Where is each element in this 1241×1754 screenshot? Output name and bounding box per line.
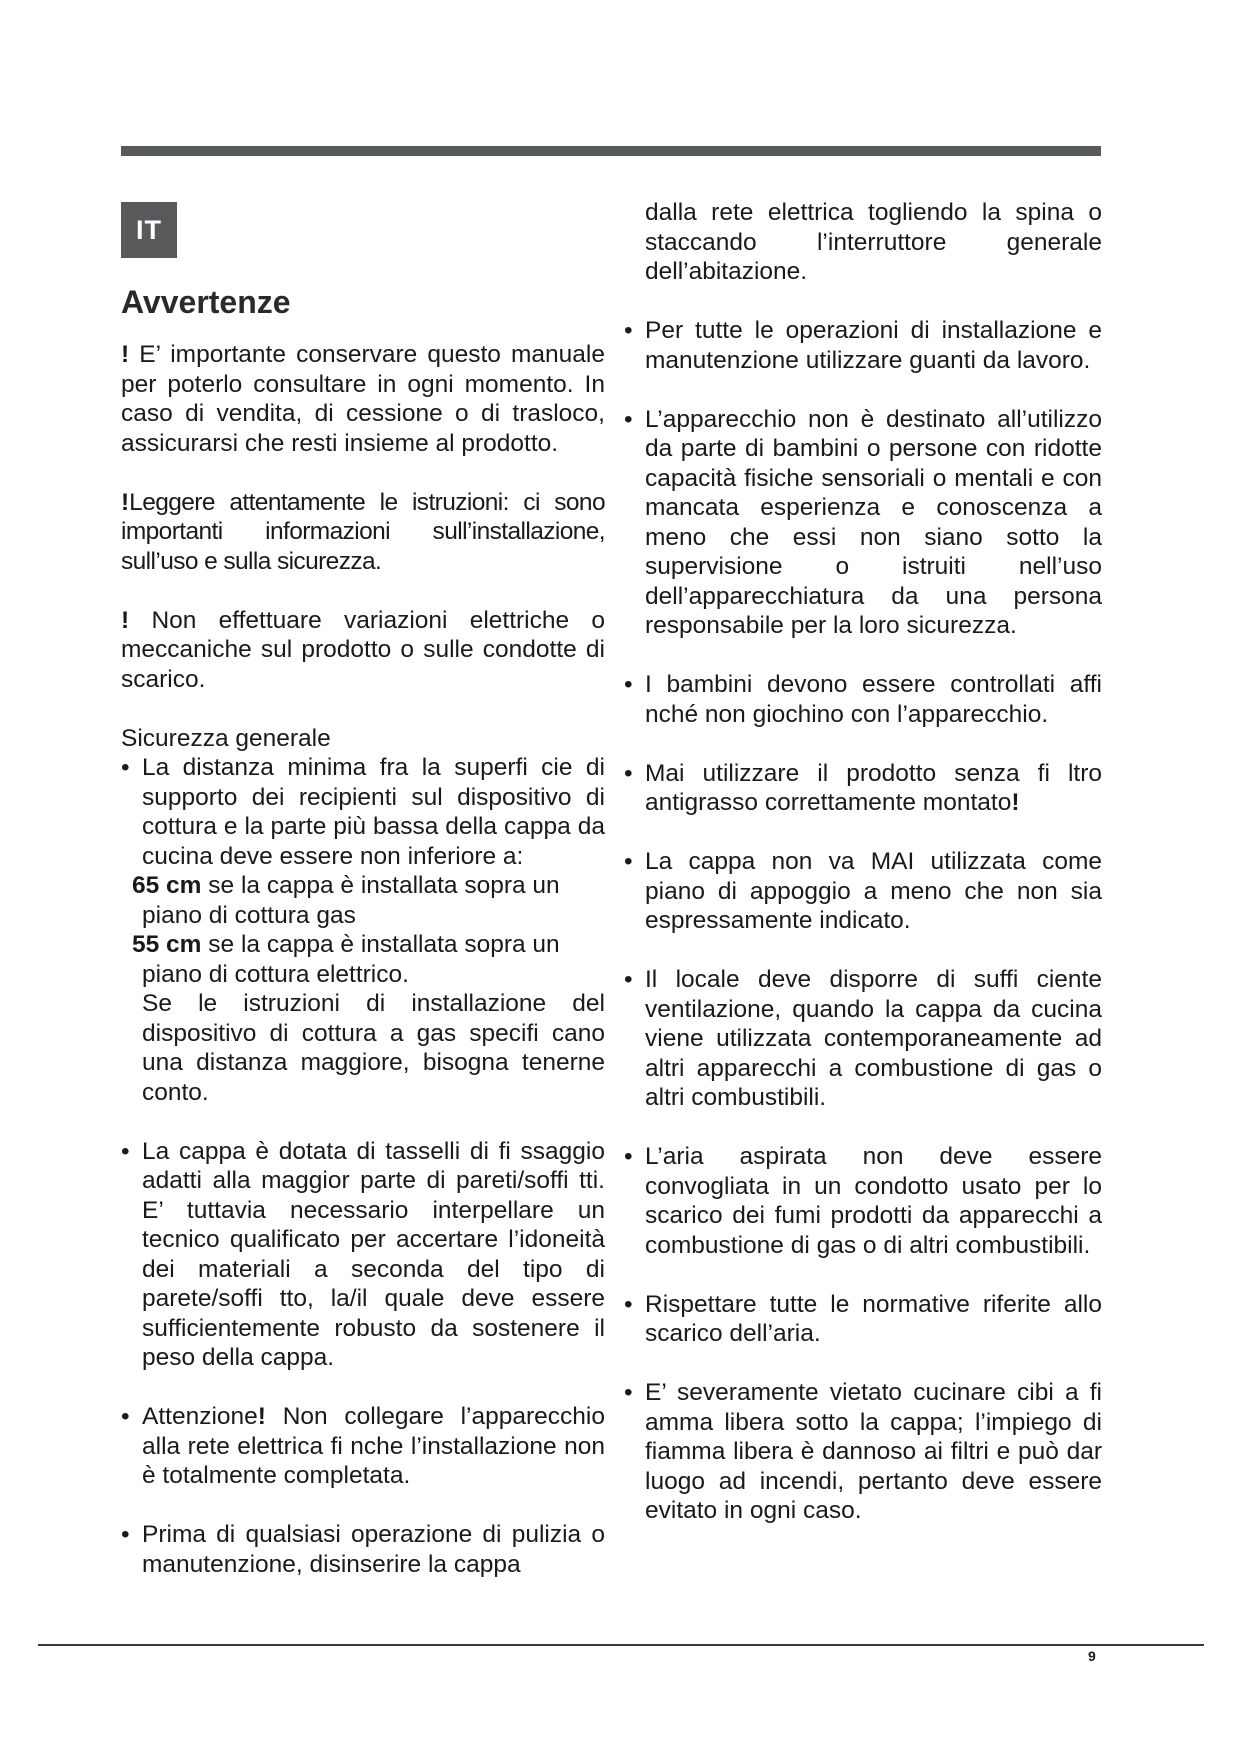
warning-text: Non effettuare variazioni elettriche o meccaniche sul prodotto o sulle condotte di scarico. [121, 606, 605, 693]
bullet: • [121, 1521, 130, 1548]
list-item-text: La cappa non va MAI utilizzata come piano di appoggio a meno che non sia espressamente indicato. [645, 848, 1102, 934]
right-column [624, 198, 1102, 1526]
attention-label: Attenzione [142, 1403, 258, 1430]
list-item [624, 670, 1102, 729]
bullet: • [624, 1143, 633, 1170]
attention-text: Non collegare l’apparecchio alla rete elettrica fi nche l’installazione non è totalmente completata. [142, 1403, 605, 1489]
list-item-text: L’aria aspirata non deve essere convogliata in un condotto usato per lo scarico dei fumi prodotti da apparecchi a combustione di gas o di altri combustibili. [645, 1143, 1102, 1259]
distance-cont-electric: piano di cottura elettrico. [142, 960, 409, 988]
header-rule [121, 146, 1101, 156]
list-item-text: Il locale deve disporre di suffi ciente ventilazione, quando la cappa da cucina viene utilizzata contemporaneamente ad altri apparecchi a combustione di gas o altri combustibili. [645, 966, 1102, 1111]
list-item [624, 405, 1102, 641]
distance-value-gas: 65 cm [132, 872, 202, 899]
measure-row [132, 930, 605, 960]
section-title: Sicurezza generale [121, 724, 331, 752]
filter-mark: ! [1011, 789, 1020, 816]
warning-text: E’ importante conservare questo manuale per poterlo consultare in ogni momento. In caso di vendita, di cessione o di trasloco, assicurarsi che resti insieme al prodotto. [121, 341, 605, 457]
bullet: • [121, 754, 130, 781]
language-badge: IT [121, 202, 177, 258]
list-item [624, 1290, 1102, 1349]
footer-rule [38, 1644, 1204, 1646]
list-item [121, 1402, 605, 1491]
distance-note: Se le istruzioni di installazione del dispositivo di cottura a gas specifi cano una distanza maggiore, bisogna tenerne conto. [142, 990, 605, 1106]
continuation-text: dalla rete elettrica togliendo la spina o staccando l’interruttore generale dell’abitazione. [645, 199, 1102, 285]
list-item [624, 847, 1102, 936]
distance-text-gas: se la cappa è installata sopra un [208, 872, 560, 899]
list-item [624, 1142, 1102, 1260]
list-item-text: E’ severamente vietato cucinare cibi a fi amma libera sotto la cappa; l’impiego di fiamma libera è dannoso ai filtri e può dar luogo ad incendi, pertanto deve essere evitato in ogni caso. [645, 1379, 1102, 1524]
measure-row [132, 871, 605, 901]
list-item [121, 753, 605, 1107]
cleaning-text: Prima di qualsiasi operazione di pulizia o manutenzione, disinserire la cappa [142, 1521, 605, 1578]
bullet: • [624, 848, 633, 875]
warning-paragraph [121, 340, 605, 458]
bullet: • [624, 759, 633, 787]
page-number: 9 [1088, 1648, 1096, 1664]
distance-value-electric: 55 cm [132, 931, 202, 958]
list-item [121, 1137, 605, 1373]
bullet: • [624, 1379, 633, 1406]
warning-mark: ! [121, 606, 130, 634]
distance-cont-gas: piano di cottura gas [142, 901, 356, 929]
list-item [121, 1520, 605, 1579]
warning-mark: ! [121, 341, 130, 368]
distance-text-electric: se la cappa è installata sopra un [208, 931, 560, 958]
bullet: • [624, 405, 633, 433]
bullet: • [624, 671, 633, 698]
list-item-text: Rispettare tutte le normative riferite allo scarico dell’aria. [645, 1290, 1102, 1347]
warning-paragraph [121, 488, 605, 577]
warning-paragraph [121, 606, 605, 695]
list-item [624, 1378, 1102, 1526]
warning-text: Leggere attentamente le istruzioni: ci sono importanti informazioni sull’installazione, sull’uso e sulla sicurezza. [121, 488, 605, 575]
list-item [624, 965, 1102, 1113]
filter-text: Mai utilizzare il prodotto senza fi ltro antigrasso correttamente montato [645, 759, 1102, 816]
attention-mark: ! [257, 1403, 266, 1430]
warning-mark: ! [121, 488, 130, 516]
left-column [121, 340, 605, 1579]
list-item-text: Per tutte le operazioni di installazione e manutenzione utilizzare guanti da lavoro. [645, 317, 1102, 374]
bullet: • [121, 1137, 130, 1165]
bullet: • [624, 1290, 633, 1318]
list-item [624, 316, 1102, 375]
list-item-text: I bambini devono essere controllati affi nché non giochino con l’apparecchio. [645, 671, 1102, 728]
list-item-text: L’apparecchio non è destinato all’utilizzo da parte di bambini o persone con ridotte capacità fisiche sensoriali o mentali e con mancata esperienza e conoscenza a meno che essi non siano sotto la supervisione o istruiti nell’uso dell’apparecchiatura da una persona responsabile per la loro sicurezza. [645, 405, 1102, 639]
page-title: Avvertenze [121, 284, 291, 320]
bullet: • [624, 966, 633, 993]
bullet: • [121, 1403, 130, 1430]
fixing-text: La cappa è dotata di tasselli di fi ssaggio adatti alla maggior parte di pareti/soffi tti. E’ tuttavia necessario interpellare un tecnico qualificato per accertare l’idoneità dei materiali a seconda del tipo di parete/soffi tto, la/il quale deve essere sufficientemente robusto da sostenere il peso della cappa. [142, 1137, 605, 1371]
list-item [624, 759, 1102, 818]
distance-intro: La distanza minima fra la superfi cie di supporto dei recipienti sul dispositivo di cottura e la parte più bassa della cappa da cucina deve essere non inferiore a: [142, 754, 605, 870]
bullet: • [624, 317, 633, 344]
